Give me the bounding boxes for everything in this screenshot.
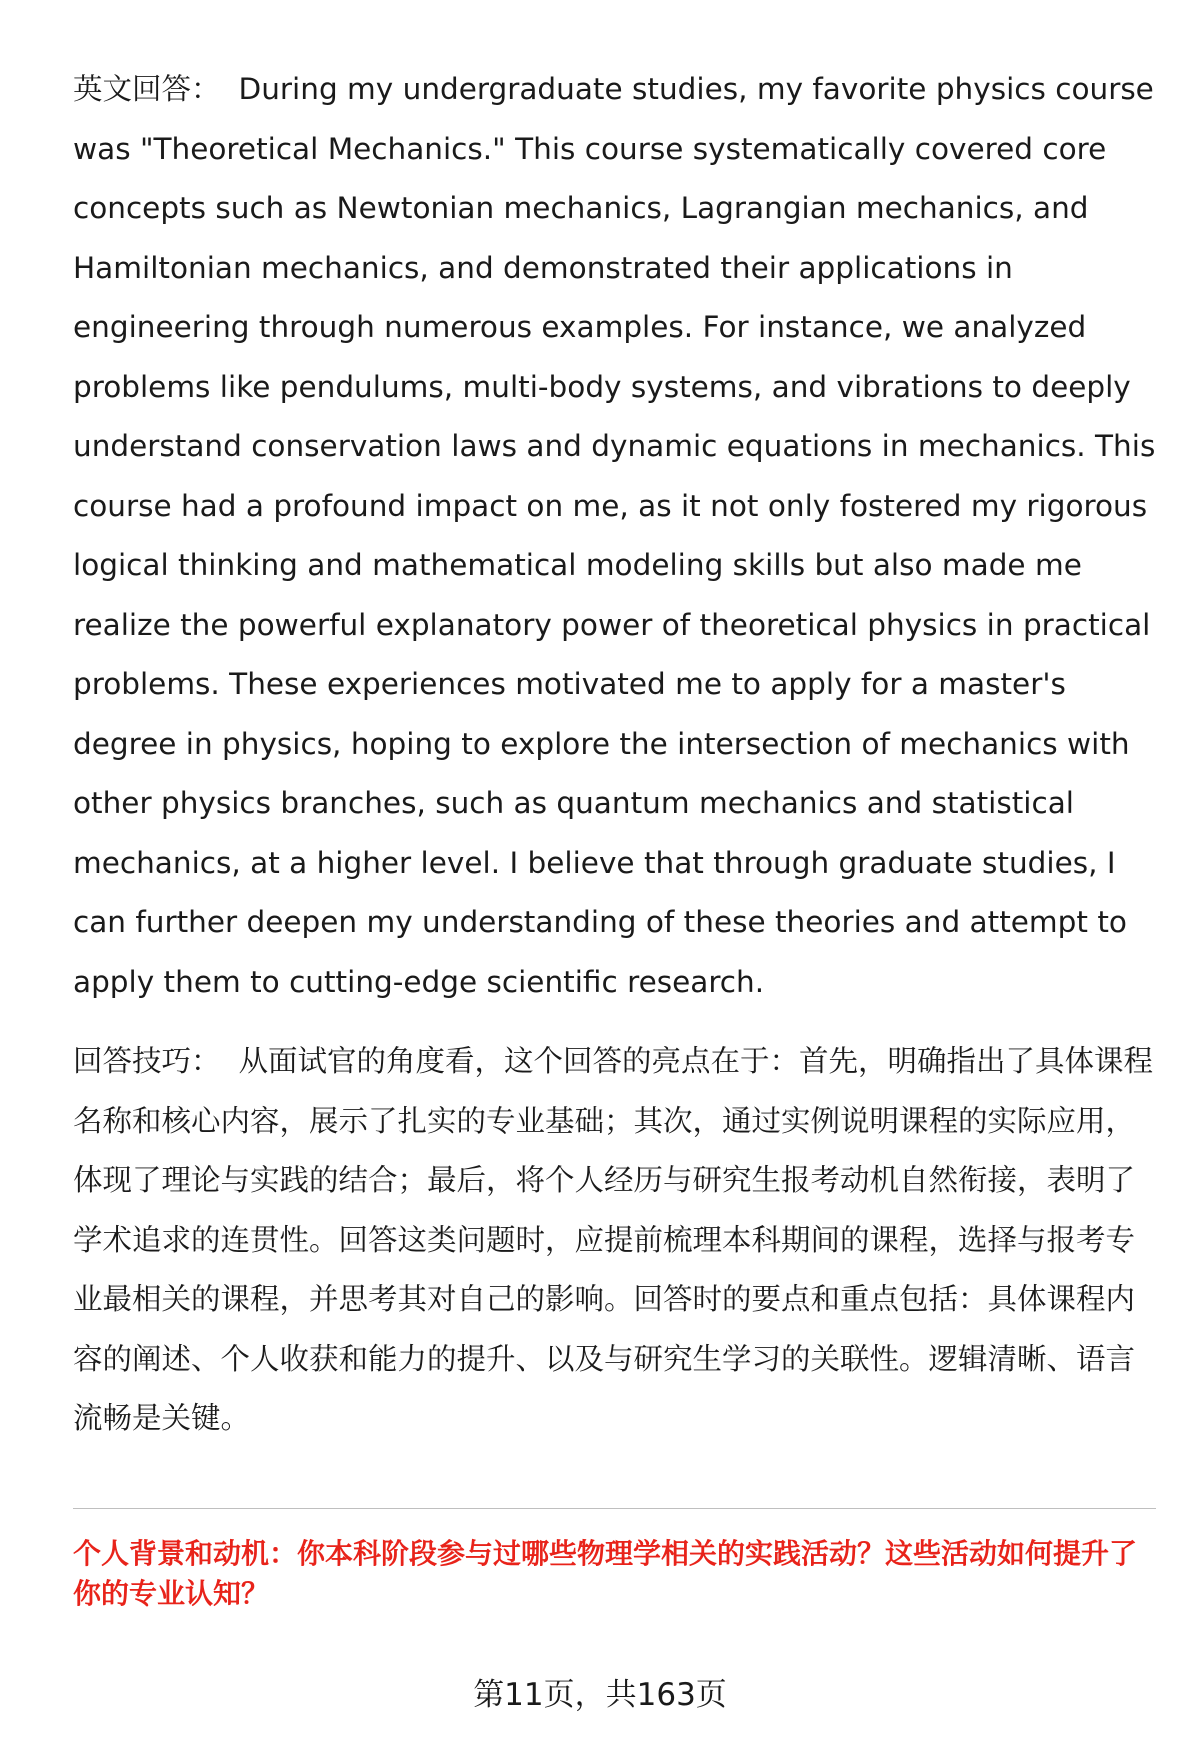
answer-tips-paragraph — [73, 1032, 1158, 1449]
english-answer-text: During my undergraduate studies, my favorite physics course was "Theoretical Mechanics." This course systematically covered core concepts such as Newtonian mechanics, Lagrangian mechanics, and Hamiltonian mechanics, and demonstrated their applications in engineering through numerous examples. For instance, we analyzed problems like pendulums, multi-body systems, and vibrations to deeply understand conservation laws and dynamic equations in mechanics. This course had a profound impact on me, as it not only fostered my rigorous logical thinking and mathematical modeling skills but also made me realize the powerful explanatory power of theoretical physics in practical problems. These experiences motivated me to apply for a master's degree in physics, hoping to explore the intersection of mechanics with other physics branches, such as quantum mechanics and statistical mechanics, at a higher level. I believe that through graduate studies, I can further deepen my understanding of these theories and attempt to apply them to cutting-edge scientific research. — [73, 72, 1156, 999]
english-answer-label: 英文回答： — [73, 72, 221, 106]
answer-tips-text: 从面试官的角度看，这个回答的亮点在于：首先，明确指出了具体课程名称和核心内容，展示了扎实的专业基础；其次，通过实例说明课程的实际应用，体现了理论与实践的结合；最后，将个人经历与研究生报考动机自然衔接，表明了学术追求的连贯性。回答这类问题时，应提前梳理本科期间的课程，选择与报考专业最相关的课程，并思考其对自己的影响。回答时的要点和重点包括：具体课程内容的阐述、个人收获和能力的提升、以及与研究生学习的关联性。逻辑清晰、语言流畅是关键。 — [73, 1044, 1154, 1435]
answer-tips-label: 回答技巧： — [73, 1044, 221, 1078]
document-body — [73, 60, 1158, 1449]
page-number: 第11页，共163页 — [473, 1677, 727, 1713]
next-question-heading: 个人背景和动机：你本科阶段参与过哪些物理学相关的实践活动？这些活动如何提升了你的专业认知？ — [73, 1537, 1138, 1610]
section-divider — [73, 1508, 1156, 1509]
english-answer-paragraph — [73, 60, 1158, 1012]
